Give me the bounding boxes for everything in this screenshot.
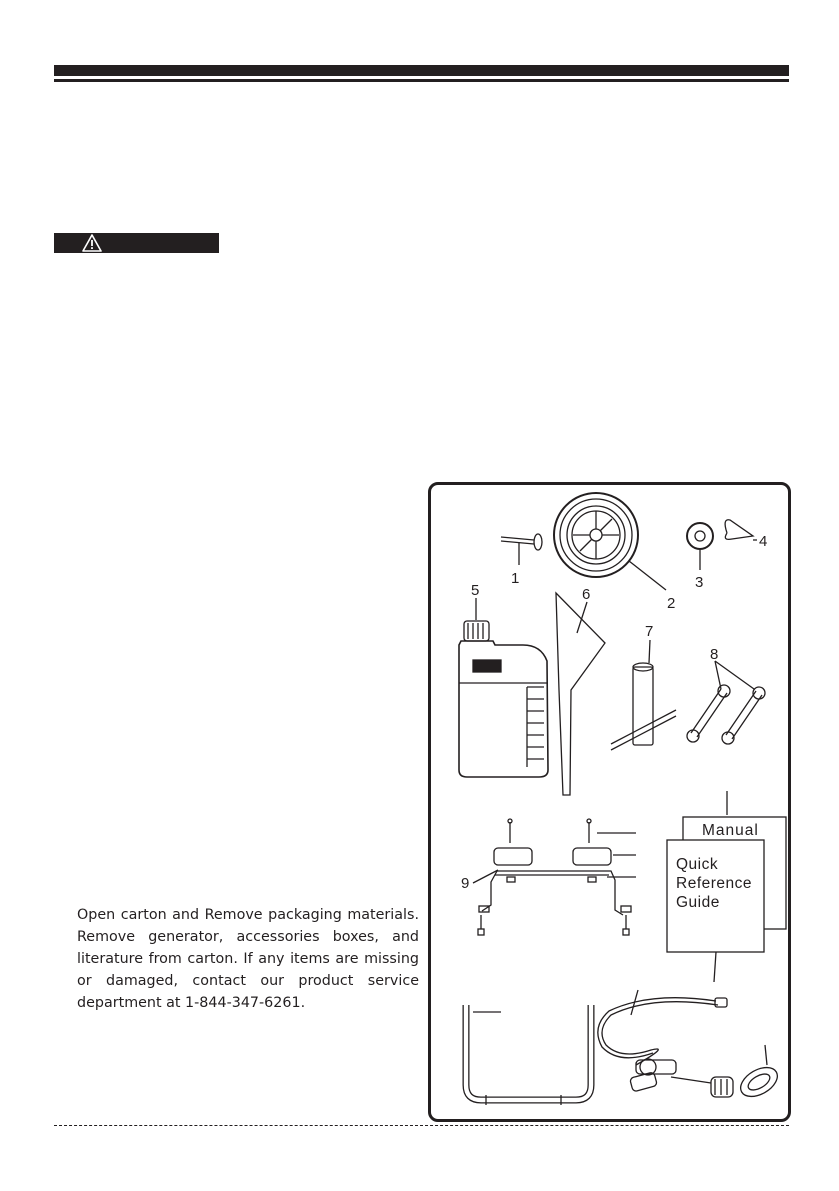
part-label-4: 4 [759, 533, 768, 550]
part-label-3: 3 [695, 574, 704, 591]
oil-bottle-drawing [459, 582, 548, 777]
guide-line-1: Quick [676, 856, 719, 873]
part-label-5: 5 [471, 582, 480, 599]
part-label-8: 8 [710, 646, 719, 663]
part-label-1: 1 [511, 570, 520, 587]
warning-triangle-icon [82, 234, 102, 252]
axle-pin-drawing [501, 534, 542, 565]
part-label-9: 9 [461, 875, 470, 892]
guide-line-2: Reference [676, 875, 753, 892]
warning-banner [54, 233, 219, 253]
funnel-drawing [556, 586, 605, 795]
cotter-pin-drawing [725, 520, 757, 540]
handle-drawing [466, 1005, 591, 1105]
spark-plug-wrench-drawing [611, 623, 676, 750]
part-label-2: 2 [667, 595, 676, 612]
wheel-drawing [554, 493, 666, 590]
header-rule-thin [54, 79, 789, 82]
propane-hose-drawing [598, 990, 733, 1097]
part-label-7: 7 [645, 623, 654, 640]
parts-illustration [431, 485, 788, 1119]
propane-adapter-drawing [736, 1045, 783, 1102]
unpacking-instructions: Open carton and Remove packaging materials. Remove generator, accessories boxes, and literature from carton. If any items are missing or damaged, contact our product service department at 1-844-347-6261. [77, 907, 419, 1011]
wrenches-drawing [687, 646, 765, 744]
part-label-6: 6 [582, 586, 591, 603]
washer-drawing [687, 523, 713, 570]
manual-title: Manual [702, 822, 759, 839]
support-bracket-drawing [461, 819, 636, 935]
header-rule-thick [54, 65, 789, 76]
guide-line-3: Guide [676, 894, 720, 911]
footer-dashed-rule [54, 1125, 789, 1126]
parts-figure [428, 482, 791, 1122]
